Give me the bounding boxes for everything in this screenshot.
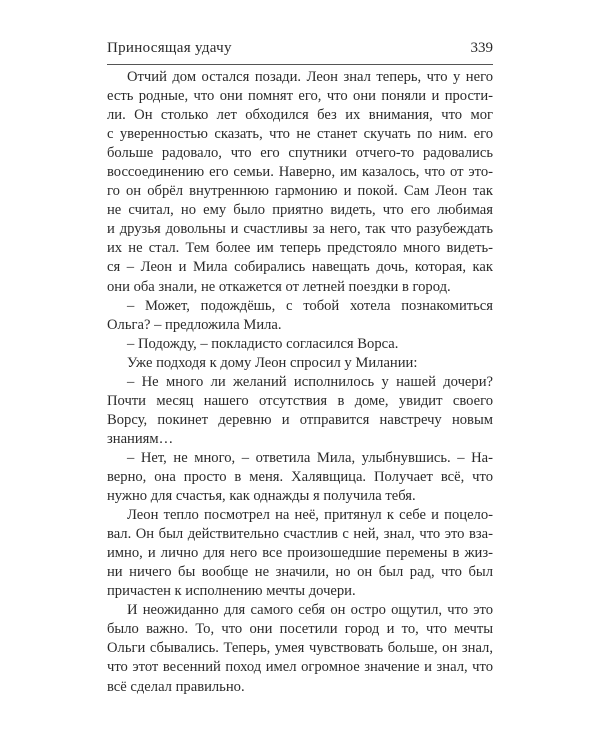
text-line: знаниям… — [107, 430, 174, 447]
text-line: воссоединению его семьи. Наверно, им казалось, что от это- — [107, 164, 493, 181]
text-line: что этот весенний поход имел огромное значение и знал, что — [107, 659, 493, 676]
text-line: вал. Он был действительно счастлив с ней, знал, что это вза- — [107, 526, 493, 543]
text-line: Отчий дом остался позади. Леон знал теперь, что у него — [127, 69, 493, 85]
text-line: причастен к исполнению мечты дочери. — [107, 583, 356, 600]
page-number: 339 — [470, 40, 493, 56]
text-line: Уже подходя к дому Леон спросил у Милании: — [127, 354, 418, 371]
text-line: было важно. То, что они посетили город и то, что мечты — [107, 621, 493, 638]
paragraph — [107, 335, 493, 354]
text-line: и друзья довольны и счастливы за него, так что разубеждать — [107, 221, 493, 238]
text-line: Ворсу, покинет деревню и отправится навстречу новым — [107, 411, 493, 428]
text-line: ли. Он столько лет обходился без их внимания, что мог — [107, 107, 493, 124]
header-rule — [107, 64, 493, 65]
paragraph — [107, 68, 493, 297]
text-line: Леон тепло посмотрел на неё, притянул к себе и поцело- — [127, 507, 493, 524]
paragraph — [107, 601, 493, 696]
text-line: – Может, подождёшь, с тобой хотела познакомиться — [127, 297, 493, 314]
text-line: не считал, но ему было приятно видеть, что его любимая — [107, 202, 493, 219]
text-line: – Нет, не много, – ответила Мила, улыбнувшись. – На- — [127, 449, 493, 466]
paragraph — [107, 506, 493, 601]
text-line: Ольга? – предложила Мила. — [107, 316, 282, 333]
text-line: имно, и лично для него все произошедшие перемены в жиз- — [107, 545, 493, 562]
paragraph — [107, 297, 493, 335]
text-line: И неожиданно для самого себя он остро ощутил, что это — [127, 602, 493, 619]
text-line: ни ничего бы вообще не значили, но он был рад, что был — [107, 564, 493, 581]
paragraph — [107, 373, 493, 449]
text-line: всё сделал правильно. — [107, 678, 245, 695]
text-line: с уверенностью сказать, что не станет скучать по ним. его — [107, 126, 493, 143]
text-line: – Подожду, – покладисто согласился Ворса. — [127, 335, 399, 352]
text-line: их не стал. Тем более им теперь предстояло много видеть- — [107, 240, 493, 257]
text-line: ся – Леон и Мила собирались навещать дочь, которая, как — [107, 259, 493, 276]
text-line: они оба знали, не откажется от летней поездки в город. — [107, 278, 451, 295]
text-line: больше радовало, что его спутники отчего-то радовались — [107, 145, 493, 162]
text-line: верно, она просто в меня. Халявщица. Получает всё, что — [107, 468, 493, 485]
text-line: есть родные, что они помнят его, что они поняли и прости- — [107, 88, 493, 105]
running-title: Приносящая удачу — [107, 40, 232, 56]
text-line: Ольги сбывались. Теперь, умея чувствовать больше, он знал, — [107, 640, 493, 657]
text-line: нужно для счастья, как однажды я получила тебя. — [107, 488, 416, 505]
text-line: го он обрёл внутреннюю гармонию и покой. Сам Леон так — [107, 183, 493, 200]
text-line: – Не много ли желаний исполнилось у нашей дочери? — [127, 373, 493, 390]
paragraph — [107, 449, 493, 506]
page-body-text — [107, 68, 493, 697]
running-header — [107, 40, 493, 62]
paragraph — [107, 354, 493, 373]
text-line: Почти месяц нашего отсутствия в доме, увидит своего — [107, 392, 493, 409]
